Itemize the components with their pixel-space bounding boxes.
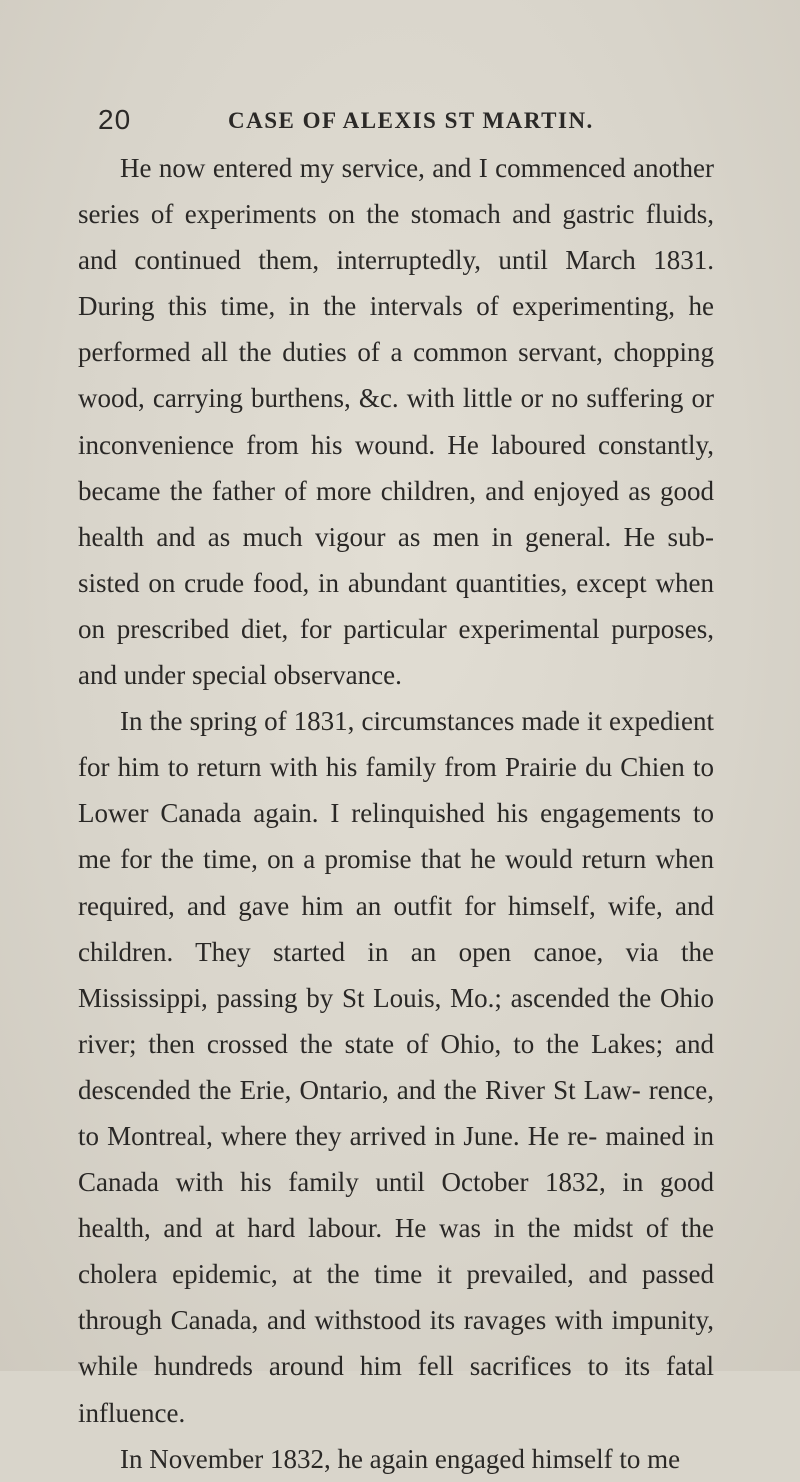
- body-text: [78, 145, 714, 1482]
- page-header: [98, 104, 738, 144]
- running-head: CASE OF ALEXIS ST MARTIN.: [228, 108, 594, 133]
- paragraph: In the spring of 1831, circumstances made it expedient for him to return with his family from Prairie du Chien to Lower Canada again. I relinquished his engagements to me for the time, on a promise that he would return when required, and gave him an outfit for himself, wife, and children. They started in an open canoe, via the Mississippi, passing by St Louis, Mo.; ascended the Ohio river; then crossed the state of Ohio, to the Lakes; and descended the Erie, Ontario, and the River St Law- rence, to Montreal, where they arrived in June. He re- mained in Canada with his family until October 1832, in good health, and at hard labour. He was in the midst of the cholera epidemic, at the time it prevailed, and passed through Canada, and withstood its ravages with impunity, while hundreds around him fell sacrifices to its fatal influence.: [78, 706, 714, 1428]
- paragraph: In November 1832, he again engaged himself to me: [120, 1443, 681, 1474]
- page-number: 20: [98, 104, 132, 135]
- paragraph: He now entered my service, and I commenced another series of experiments on the stomach and gastric fluids, and continued them, interruptedly, until March 1831. During this time, in the intervals of experimenting, he performed all the duties of a common servant, chopping wood, carrying burthens, &c. with little or no suffering or inconvenience from his wound. He laboured constantly, became the father of more children, and enjoyed as good health and as much vigour as men in general. He sub- sisted on crude food, in abundant quantities, except when on prescribed diet, for particular experimental purposes, and under special observance.: [78, 153, 714, 691]
